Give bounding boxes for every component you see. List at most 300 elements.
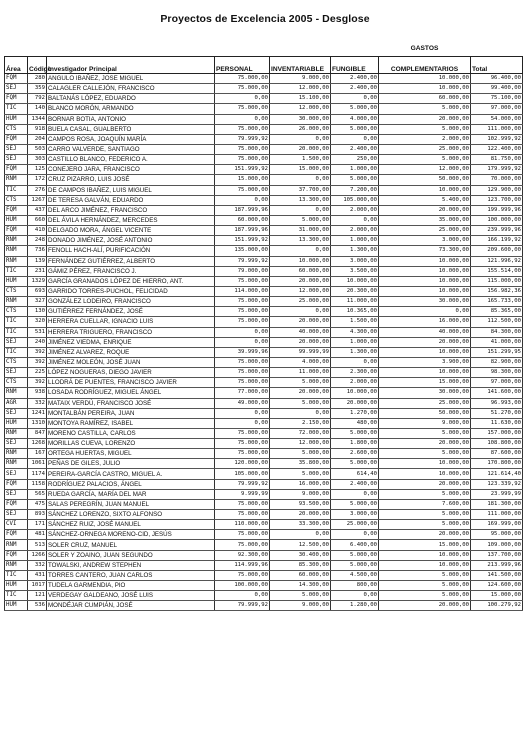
cell-fungible: 7.200,00 bbox=[331, 185, 379, 195]
cell-total: 129.900,00 bbox=[471, 185, 523, 195]
cell-codigo: 130 bbox=[28, 307, 47, 317]
cell-investigador: CALAGLER CALLEJÓN, FRANCISCO bbox=[47, 84, 215, 94]
cell-total: 121.614,40 bbox=[471, 469, 523, 479]
cell-investigador: JIMÉNEZ ALVAREZ, ROQUE bbox=[47, 347, 215, 357]
header-gastos-bottom: COMPLEMENTARIOS bbox=[390, 66, 459, 73]
cell-total: 97.000,00 bbox=[471, 378, 523, 388]
cell-personal: 187.999,96 bbox=[215, 226, 270, 236]
cell-codigo: 280 bbox=[28, 74, 47, 84]
cell-investigador: MONTOYA RAMÍREZ, ISABEL bbox=[47, 418, 215, 428]
table-row bbox=[5, 418, 523, 428]
cell-inventariable: 1.500,00 bbox=[270, 155, 331, 165]
cell-investigador: ORTEGA HUERTAS, MIGUEL bbox=[47, 449, 215, 459]
cell-area: SEJ bbox=[5, 84, 28, 94]
cell-fungible: 1.300,00 bbox=[331, 246, 379, 256]
cell-codigo: 1310 bbox=[28, 418, 47, 428]
cell-area: SEJ bbox=[5, 337, 28, 347]
cell-investigador: MORENO CASTILLA, CARLOS bbox=[47, 428, 215, 438]
cell-total: 124.600,00 bbox=[471, 581, 523, 591]
cell-investigador: TOWALSKI, ANDREW STEPHEN bbox=[47, 560, 215, 570]
cell-codigo: 736 bbox=[28, 246, 47, 256]
cell-fungible: 800,00 bbox=[331, 581, 379, 591]
cell-inventariable: 20.000,00 bbox=[270, 144, 331, 154]
cell-investigador: FERNÁNDEZ GUTIÉRREZ, ALBERTO bbox=[47, 256, 215, 266]
cell-gastos: 10.000,00 bbox=[379, 368, 471, 378]
cell-total: 95.000,00 bbox=[471, 530, 523, 540]
cell-personal: 79.999,92 bbox=[215, 479, 270, 489]
table-row bbox=[5, 489, 523, 499]
cell-codigo: 893 bbox=[28, 510, 47, 520]
cell-inventariable: 5.000,00 bbox=[270, 398, 331, 408]
cell-area: FQM bbox=[5, 499, 28, 509]
cell-area: TIC bbox=[5, 317, 28, 327]
cell-personal: 79.999,92 bbox=[215, 134, 270, 144]
cell-personal: 187.999,96 bbox=[215, 205, 270, 215]
header-investigador: Investigador Principal bbox=[47, 57, 215, 74]
cell-investigador: GÁMIZ PÉREZ, FRANCISCO J. bbox=[47, 266, 215, 276]
cell-area: SEJ bbox=[5, 155, 28, 165]
table-row bbox=[5, 195, 523, 205]
table-row bbox=[5, 368, 523, 378]
cell-inventariable: 99.999,99 bbox=[270, 347, 331, 357]
cell-gastos: 60.000,00 bbox=[379, 94, 471, 104]
cell-personal: 0,00 bbox=[215, 94, 270, 104]
cell-investigador: RUEDA GARCÍA, MARÍA DEL MAR bbox=[47, 489, 215, 499]
cell-personal: 75.000,00 bbox=[215, 144, 270, 154]
cell-total: 156.982,36 bbox=[471, 286, 523, 296]
cell-area: HUM bbox=[5, 114, 28, 124]
cell-total: 99.400,00 bbox=[471, 84, 523, 94]
cell-investigador: LÓPEZ NOGUERAS, DIEGO JAVIER bbox=[47, 368, 215, 378]
cell-fungible: 1.000,00 bbox=[331, 236, 379, 246]
cell-investigador: SOLER CRUZ, MANUEL bbox=[47, 540, 215, 550]
cell-fungible: 4.500,00 bbox=[331, 570, 379, 580]
cell-personal: 92.300,00 bbox=[215, 550, 270, 560]
cell-inventariable: 12.000,00 bbox=[270, 286, 331, 296]
cell-total: 199.999,96 bbox=[471, 205, 523, 215]
cell-total: 51.270,00 bbox=[471, 408, 523, 418]
cell-area: HUM bbox=[5, 276, 28, 286]
table-row bbox=[5, 246, 523, 256]
cell-personal: 75.000,00 bbox=[215, 530, 270, 540]
cell-inventariable: 12.500,00 bbox=[270, 540, 331, 550]
cell-total: 209.600,00 bbox=[471, 246, 523, 256]
cell-codigo: 792 bbox=[28, 94, 47, 104]
cell-fungible: 0,00 bbox=[331, 357, 379, 367]
cell-area: RNM bbox=[5, 428, 28, 438]
cell-codigo: 481 bbox=[28, 530, 47, 540]
cell-investigador: MATAIX VERDÚ, FRANCISCO JOSÉ bbox=[47, 398, 215, 408]
cell-gastos: 2.000,00 bbox=[379, 134, 471, 144]
table-row bbox=[5, 276, 523, 286]
table-row bbox=[5, 581, 523, 591]
cell-total: 96.993,00 bbox=[471, 398, 523, 408]
cell-area: HUM bbox=[5, 418, 28, 428]
cell-codigo: 660 bbox=[28, 215, 47, 225]
cell-fungible: 20.300,00 bbox=[331, 286, 379, 296]
cell-fungible: 2.400,00 bbox=[331, 479, 379, 489]
cell-area: RNM bbox=[5, 540, 28, 550]
cell-fungible: 5.000,00 bbox=[331, 175, 379, 185]
cell-total: 41.000,00 bbox=[471, 337, 523, 347]
cell-gastos: 10.000,00 bbox=[379, 550, 471, 560]
cell-personal: 39.999,96 bbox=[215, 347, 270, 357]
cell-codigo: 503 bbox=[28, 144, 47, 154]
cell-fungible: 2.000,00 bbox=[331, 378, 379, 388]
cell-investigador: SALAS PEREGRÍN, JUAN MANUEL bbox=[47, 499, 215, 509]
cell-codigo: 536 bbox=[28, 601, 47, 611]
cell-area: SEJ bbox=[5, 469, 28, 479]
cell-area: AGR bbox=[5, 398, 28, 408]
table-row bbox=[5, 165, 523, 175]
cell-total: 81.750,00 bbox=[471, 155, 523, 165]
cell-total: 170.800,00 bbox=[471, 459, 523, 469]
cell-investigador: MONTALBÁN PEREIRA, JUAN bbox=[47, 408, 215, 418]
cell-investigador: BALTANÁS LÓPEZ, EDUARDO bbox=[47, 94, 215, 104]
cell-fungible: 10.365,00 bbox=[331, 307, 379, 317]
cell-area: HUM bbox=[5, 215, 28, 225]
cell-total: 141.600,00 bbox=[471, 388, 523, 398]
cell-personal: 75.000,00 bbox=[215, 439, 270, 449]
cell-fungible: 480,00 bbox=[331, 418, 379, 428]
cell-personal: 75.000,00 bbox=[215, 307, 270, 317]
cell-inventariable: 9.000,00 bbox=[270, 489, 331, 499]
table-row bbox=[5, 124, 523, 134]
cell-gastos: 5.000,00 bbox=[379, 510, 471, 520]
table-row bbox=[5, 84, 523, 94]
cell-inventariable: 20.000,00 bbox=[270, 388, 331, 398]
table-row bbox=[5, 357, 523, 367]
cell-personal: 0,00 bbox=[215, 337, 270, 347]
header-total: Total bbox=[471, 57, 523, 74]
cell-inventariable: 15.000,00 bbox=[270, 165, 331, 175]
cell-inventariable: 33.300,00 bbox=[270, 520, 331, 530]
cell-gastos: 5.000,00 bbox=[379, 520, 471, 530]
cell-investigador: DE TERESA GALVÁN, EDUARDO bbox=[47, 195, 215, 205]
cell-gastos: 15.000,00 bbox=[379, 540, 471, 550]
table-row bbox=[5, 439, 523, 449]
cell-gastos: 5.000,00 bbox=[379, 591, 471, 601]
cell-codigo: 225 bbox=[28, 368, 47, 378]
cell-total: 115.000,00 bbox=[471, 276, 523, 286]
cell-fungible: 2.400,00 bbox=[331, 84, 379, 94]
table-row bbox=[5, 215, 523, 225]
cell-area: HUM bbox=[5, 581, 28, 591]
table-row bbox=[5, 175, 523, 185]
cell-fungible: 1.000,00 bbox=[331, 165, 379, 175]
cell-investigador: DELGADO MORA, ÁNGEL VICENTE bbox=[47, 226, 215, 236]
cell-personal: 0,00 bbox=[215, 195, 270, 205]
cell-fungible: 1.000,00 bbox=[331, 337, 379, 347]
cell-fungible: 5.000,00 bbox=[331, 550, 379, 560]
cell-fungible: 25.000,00 bbox=[331, 520, 379, 530]
cell-codigo: 171 bbox=[28, 520, 47, 530]
table-row bbox=[5, 236, 523, 246]
cell-personal: 0,00 bbox=[215, 418, 270, 428]
table-body bbox=[5, 74, 523, 611]
cell-personal: 75.000,00 bbox=[215, 297, 270, 307]
table-row bbox=[5, 378, 523, 388]
cell-investigador: GUTIÉRREZ FERNÁNDEZ, JOSÉ bbox=[47, 307, 215, 317]
table-row bbox=[5, 388, 523, 398]
cell-investigador: CARRO VALVERDE, SANTIAGO bbox=[47, 144, 215, 154]
cell-gastos: 9.000,00 bbox=[379, 418, 471, 428]
cell-area: CTS bbox=[5, 357, 28, 367]
cell-area: RNM bbox=[5, 256, 28, 266]
cell-inventariable: 60.000,00 bbox=[270, 266, 331, 276]
cell-codigo: 1344 bbox=[28, 114, 47, 124]
table-row bbox=[5, 337, 523, 347]
cell-gastos: 10.000,00 bbox=[379, 276, 471, 286]
cell-gastos: 10.000,00 bbox=[379, 185, 471, 195]
cell-codigo: 847 bbox=[28, 428, 47, 438]
cell-codigo: 437 bbox=[28, 205, 47, 215]
cell-fungible: 2.400,00 bbox=[331, 144, 379, 154]
cell-inventariable: 35.800,00 bbox=[270, 459, 331, 469]
cell-investigador: CRUZ PIZARRO, LUIS JOSÉ bbox=[47, 175, 215, 185]
header-gastos bbox=[379, 45, 471, 74]
cell-personal: 9.999,99 bbox=[215, 489, 270, 499]
cell-codigo: 1174 bbox=[28, 469, 47, 479]
cell-gastos: 40.000,00 bbox=[379, 327, 471, 337]
cell-gastos: 10.000,00 bbox=[379, 256, 471, 266]
cell-codigo: 410 bbox=[28, 226, 47, 236]
cell-inventariable: 11.000,00 bbox=[270, 368, 331, 378]
cell-investigador: CONEJERO JARA, FRANCISCO bbox=[47, 165, 215, 175]
cell-area: TIC bbox=[5, 347, 28, 357]
cell-personal: 100.000,00 bbox=[215, 581, 270, 591]
cell-total: 111.000,00 bbox=[471, 510, 523, 520]
cell-personal: 75.000,00 bbox=[215, 428, 270, 438]
cell-fungible: 4.000,00 bbox=[331, 114, 379, 124]
cell-codigo: 303 bbox=[28, 155, 47, 165]
cell-personal: 75.000,00 bbox=[215, 276, 270, 286]
cell-gastos: 10.000,00 bbox=[379, 84, 471, 94]
cell-codigo: 531 bbox=[28, 327, 47, 337]
cell-investigador: BUELA CASAL, GUALBERTO bbox=[47, 124, 215, 134]
cell-area: RNM bbox=[5, 236, 28, 246]
cell-total: 239.999,96 bbox=[471, 226, 523, 236]
cell-personal: 75.000,00 bbox=[215, 104, 270, 114]
cell-gastos: 30.000,00 bbox=[379, 388, 471, 398]
cell-inventariable: 4.000,00 bbox=[270, 357, 331, 367]
cell-personal: 75.000,00 bbox=[215, 155, 270, 165]
cell-codigo: 125 bbox=[28, 165, 47, 175]
cell-gastos: 25.000,00 bbox=[379, 226, 471, 236]
cell-personal: 75.000,00 bbox=[215, 570, 270, 580]
cell-area: SEJ bbox=[5, 510, 28, 520]
cell-personal: 151.999,92 bbox=[215, 165, 270, 175]
cell-codigo: 320 bbox=[28, 317, 47, 327]
table-row bbox=[5, 540, 523, 550]
cell-investigador: DE CAMPOS IBAÑEZ, LUIS MIGUEL bbox=[47, 185, 215, 195]
cell-personal: 75.000,00 bbox=[215, 357, 270, 367]
cell-area: FQM bbox=[5, 94, 28, 104]
cell-area: FQM bbox=[5, 530, 28, 540]
cell-gastos: 5.000,00 bbox=[379, 104, 471, 114]
cell-investigador: MORILLAS CUEVA, LORENZO bbox=[47, 439, 215, 449]
document-title: Proyectos de Excelencia 2005 - Desglose bbox=[160, 13, 370, 25]
table-row bbox=[5, 601, 523, 611]
cell-fungible: 0,00 bbox=[331, 530, 379, 540]
cell-personal: 75.000,00 bbox=[215, 378, 270, 388]
cell-gastos: 50.000,00 bbox=[379, 175, 471, 185]
cell-inventariable: 5.000,00 bbox=[270, 449, 331, 459]
table-row bbox=[5, 286, 523, 296]
cell-total: 109.000,00 bbox=[471, 540, 523, 550]
cell-investigador: CAMPOS ROSA, JOAQUÍN MARÍA bbox=[47, 134, 215, 144]
cell-gastos: 7.600,00 bbox=[379, 499, 471, 509]
cell-gastos: 5.000,00 bbox=[379, 581, 471, 591]
header-area: Área bbox=[5, 57, 28, 74]
table-row bbox=[5, 499, 523, 509]
table-row bbox=[5, 408, 523, 418]
header-inventariable: INVENTARIABLE bbox=[270, 57, 331, 74]
cell-total: 75.100,00 bbox=[471, 94, 523, 104]
table-row bbox=[5, 550, 523, 560]
cell-personal: 75.000,00 bbox=[215, 510, 270, 520]
cell-area: CTS bbox=[5, 286, 28, 296]
cell-codigo: 204 bbox=[28, 134, 47, 144]
cell-fungible: 3.500,00 bbox=[331, 266, 379, 276]
cell-fungible: 0,00 bbox=[331, 591, 379, 601]
cell-inventariable: 0,00 bbox=[270, 408, 331, 418]
cell-fungible: 5.000,00 bbox=[331, 499, 379, 509]
cell-fungible: 20.000,00 bbox=[331, 398, 379, 408]
cell-personal: 75.000,00 bbox=[215, 317, 270, 327]
cell-inventariable: 20.000,00 bbox=[270, 276, 331, 286]
cell-fungible: 1.800,00 bbox=[331, 439, 379, 449]
cell-investigador: BORNAR BOTIA, ANTONIO bbox=[47, 114, 215, 124]
cell-codigo: 327 bbox=[28, 297, 47, 307]
cell-area: TIC bbox=[5, 185, 28, 195]
cell-fungible: 1.270,00 bbox=[331, 408, 379, 418]
cell-inventariable: 10.000,00 bbox=[270, 256, 331, 266]
table-row bbox=[5, 327, 523, 337]
cell-area: CTS bbox=[5, 378, 28, 388]
cell-personal: 75.000,00 bbox=[215, 449, 270, 459]
cell-area: RNM bbox=[5, 459, 28, 469]
cell-codigo: 565 bbox=[28, 489, 47, 499]
cell-total: 108.800,00 bbox=[471, 439, 523, 449]
cell-fungible: 1.500,00 bbox=[331, 317, 379, 327]
cell-inventariable: 5.000,00 bbox=[270, 591, 331, 601]
cell-gastos: 73.300,00 bbox=[379, 246, 471, 256]
cell-fungible: 2.600,00 bbox=[331, 449, 379, 459]
cell-area: SEJ bbox=[5, 368, 28, 378]
table-row bbox=[5, 256, 523, 266]
cell-total: 155.514,00 bbox=[471, 266, 523, 276]
cell-codigo: 392 bbox=[28, 378, 47, 388]
cell-fungible: 2.400,00 bbox=[331, 74, 379, 84]
table-row bbox=[5, 74, 523, 84]
cell-investigador: GONZÁLEZ LODEIRO, FRANCISCO bbox=[47, 297, 215, 307]
cell-codigo: 172 bbox=[28, 175, 47, 185]
cell-investigador: PEÑAS DE GILES, JULIO bbox=[47, 459, 215, 469]
table-row bbox=[5, 449, 523, 459]
cell-personal: 114.999,96 bbox=[215, 560, 270, 570]
cell-gastos: 10.000,00 bbox=[379, 469, 471, 479]
cell-inventariable: 0,00 bbox=[270, 175, 331, 185]
cell-fungible: 4.300,00 bbox=[331, 327, 379, 337]
cell-gastos: 5.400,00 bbox=[379, 195, 471, 205]
cell-inventariable: 0,00 bbox=[270, 246, 331, 256]
cell-fungible: 2.000,00 bbox=[331, 205, 379, 215]
table-row bbox=[5, 570, 523, 580]
cell-fungible: 5.000,00 bbox=[331, 428, 379, 438]
cell-fungible: 1.300,00 bbox=[331, 347, 379, 357]
table-row bbox=[5, 144, 523, 154]
cell-codigo: 392 bbox=[28, 357, 47, 367]
cell-fungible: 250,00 bbox=[331, 155, 379, 165]
cell-area: FQM bbox=[5, 74, 28, 84]
cell-area: SEJ bbox=[5, 144, 28, 154]
cell-fungible: 0,00 bbox=[331, 134, 379, 144]
cell-personal: 120.000,00 bbox=[215, 459, 270, 469]
cell-total: 111.000,00 bbox=[471, 124, 523, 134]
cell-area: SEJ bbox=[5, 489, 28, 499]
cell-personal: 75.000,00 bbox=[215, 84, 270, 94]
cell-inventariable: 31.000,00 bbox=[270, 226, 331, 236]
table-row bbox=[5, 347, 523, 357]
table-row bbox=[5, 479, 523, 489]
cell-investigador: GARCÍA GRANADOS LÓPEZ DE HIERRO, ANT. bbox=[47, 276, 215, 286]
cell-codigo: 240 bbox=[28, 337, 47, 347]
cell-codigo: 139 bbox=[28, 256, 47, 266]
cell-gastos: 15.000,00 bbox=[379, 378, 471, 388]
cell-total: 123.700,00 bbox=[471, 195, 523, 205]
cell-personal: 0,00 bbox=[215, 114, 270, 124]
cell-codigo: 513 bbox=[28, 540, 47, 550]
cell-codigo: 1266 bbox=[28, 550, 47, 560]
cell-area: CTS bbox=[5, 307, 28, 317]
cell-area: TIC bbox=[5, 591, 28, 601]
cell-fungible: 0,00 bbox=[331, 215, 379, 225]
cell-fungible: 5.000,00 bbox=[331, 459, 379, 469]
cell-investigador: LLODRÁ DE PUENTES, FRANCISCO JAVIER bbox=[47, 378, 215, 388]
table-row bbox=[5, 185, 523, 195]
cell-investigador: VERDEGAY GALDEANO, JOSÉ LUIS bbox=[47, 591, 215, 601]
cell-fungible: 105.000,00 bbox=[331, 195, 379, 205]
cell-personal: 79.999,92 bbox=[215, 256, 270, 266]
cell-gastos: 10.000,00 bbox=[379, 74, 471, 84]
cell-personal: 15.000,00 bbox=[215, 175, 270, 185]
cell-personal: 135.000,00 bbox=[215, 246, 270, 256]
cell-investigador: TORRES CANTERO, JUAN CARLOS bbox=[47, 570, 215, 580]
cell-total: 96.400,00 bbox=[471, 74, 523, 84]
cell-codigo: 231 bbox=[28, 266, 47, 276]
cell-total: 100.000,00 bbox=[471, 215, 523, 225]
cell-inventariable: 60.000,00 bbox=[270, 570, 331, 580]
table-row bbox=[5, 266, 523, 276]
cell-codigo: 918 bbox=[28, 124, 47, 134]
header-codigo: Código bbox=[28, 57, 47, 74]
cell-fungible: 6.400,00 bbox=[331, 540, 379, 550]
cell-inventariable: 0,00 bbox=[270, 307, 331, 317]
cell-gastos: 10.000,00 bbox=[379, 347, 471, 357]
cell-personal: 49.000,00 bbox=[215, 398, 270, 408]
cell-inventariable: 13.300,00 bbox=[270, 236, 331, 246]
cell-area: RNM bbox=[5, 246, 28, 256]
cell-area: TIC bbox=[5, 104, 28, 114]
cell-personal: 79.000,00 bbox=[215, 266, 270, 276]
cell-total: 100.279,92 bbox=[471, 601, 523, 611]
cell-gastos: 10.000,00 bbox=[379, 286, 471, 296]
cell-inventariable: 5.000,00 bbox=[270, 215, 331, 225]
cell-codigo: 248 bbox=[28, 236, 47, 246]
cell-fungible: 0,00 bbox=[331, 489, 379, 499]
cell-fungible: 2.300,00 bbox=[331, 368, 379, 378]
